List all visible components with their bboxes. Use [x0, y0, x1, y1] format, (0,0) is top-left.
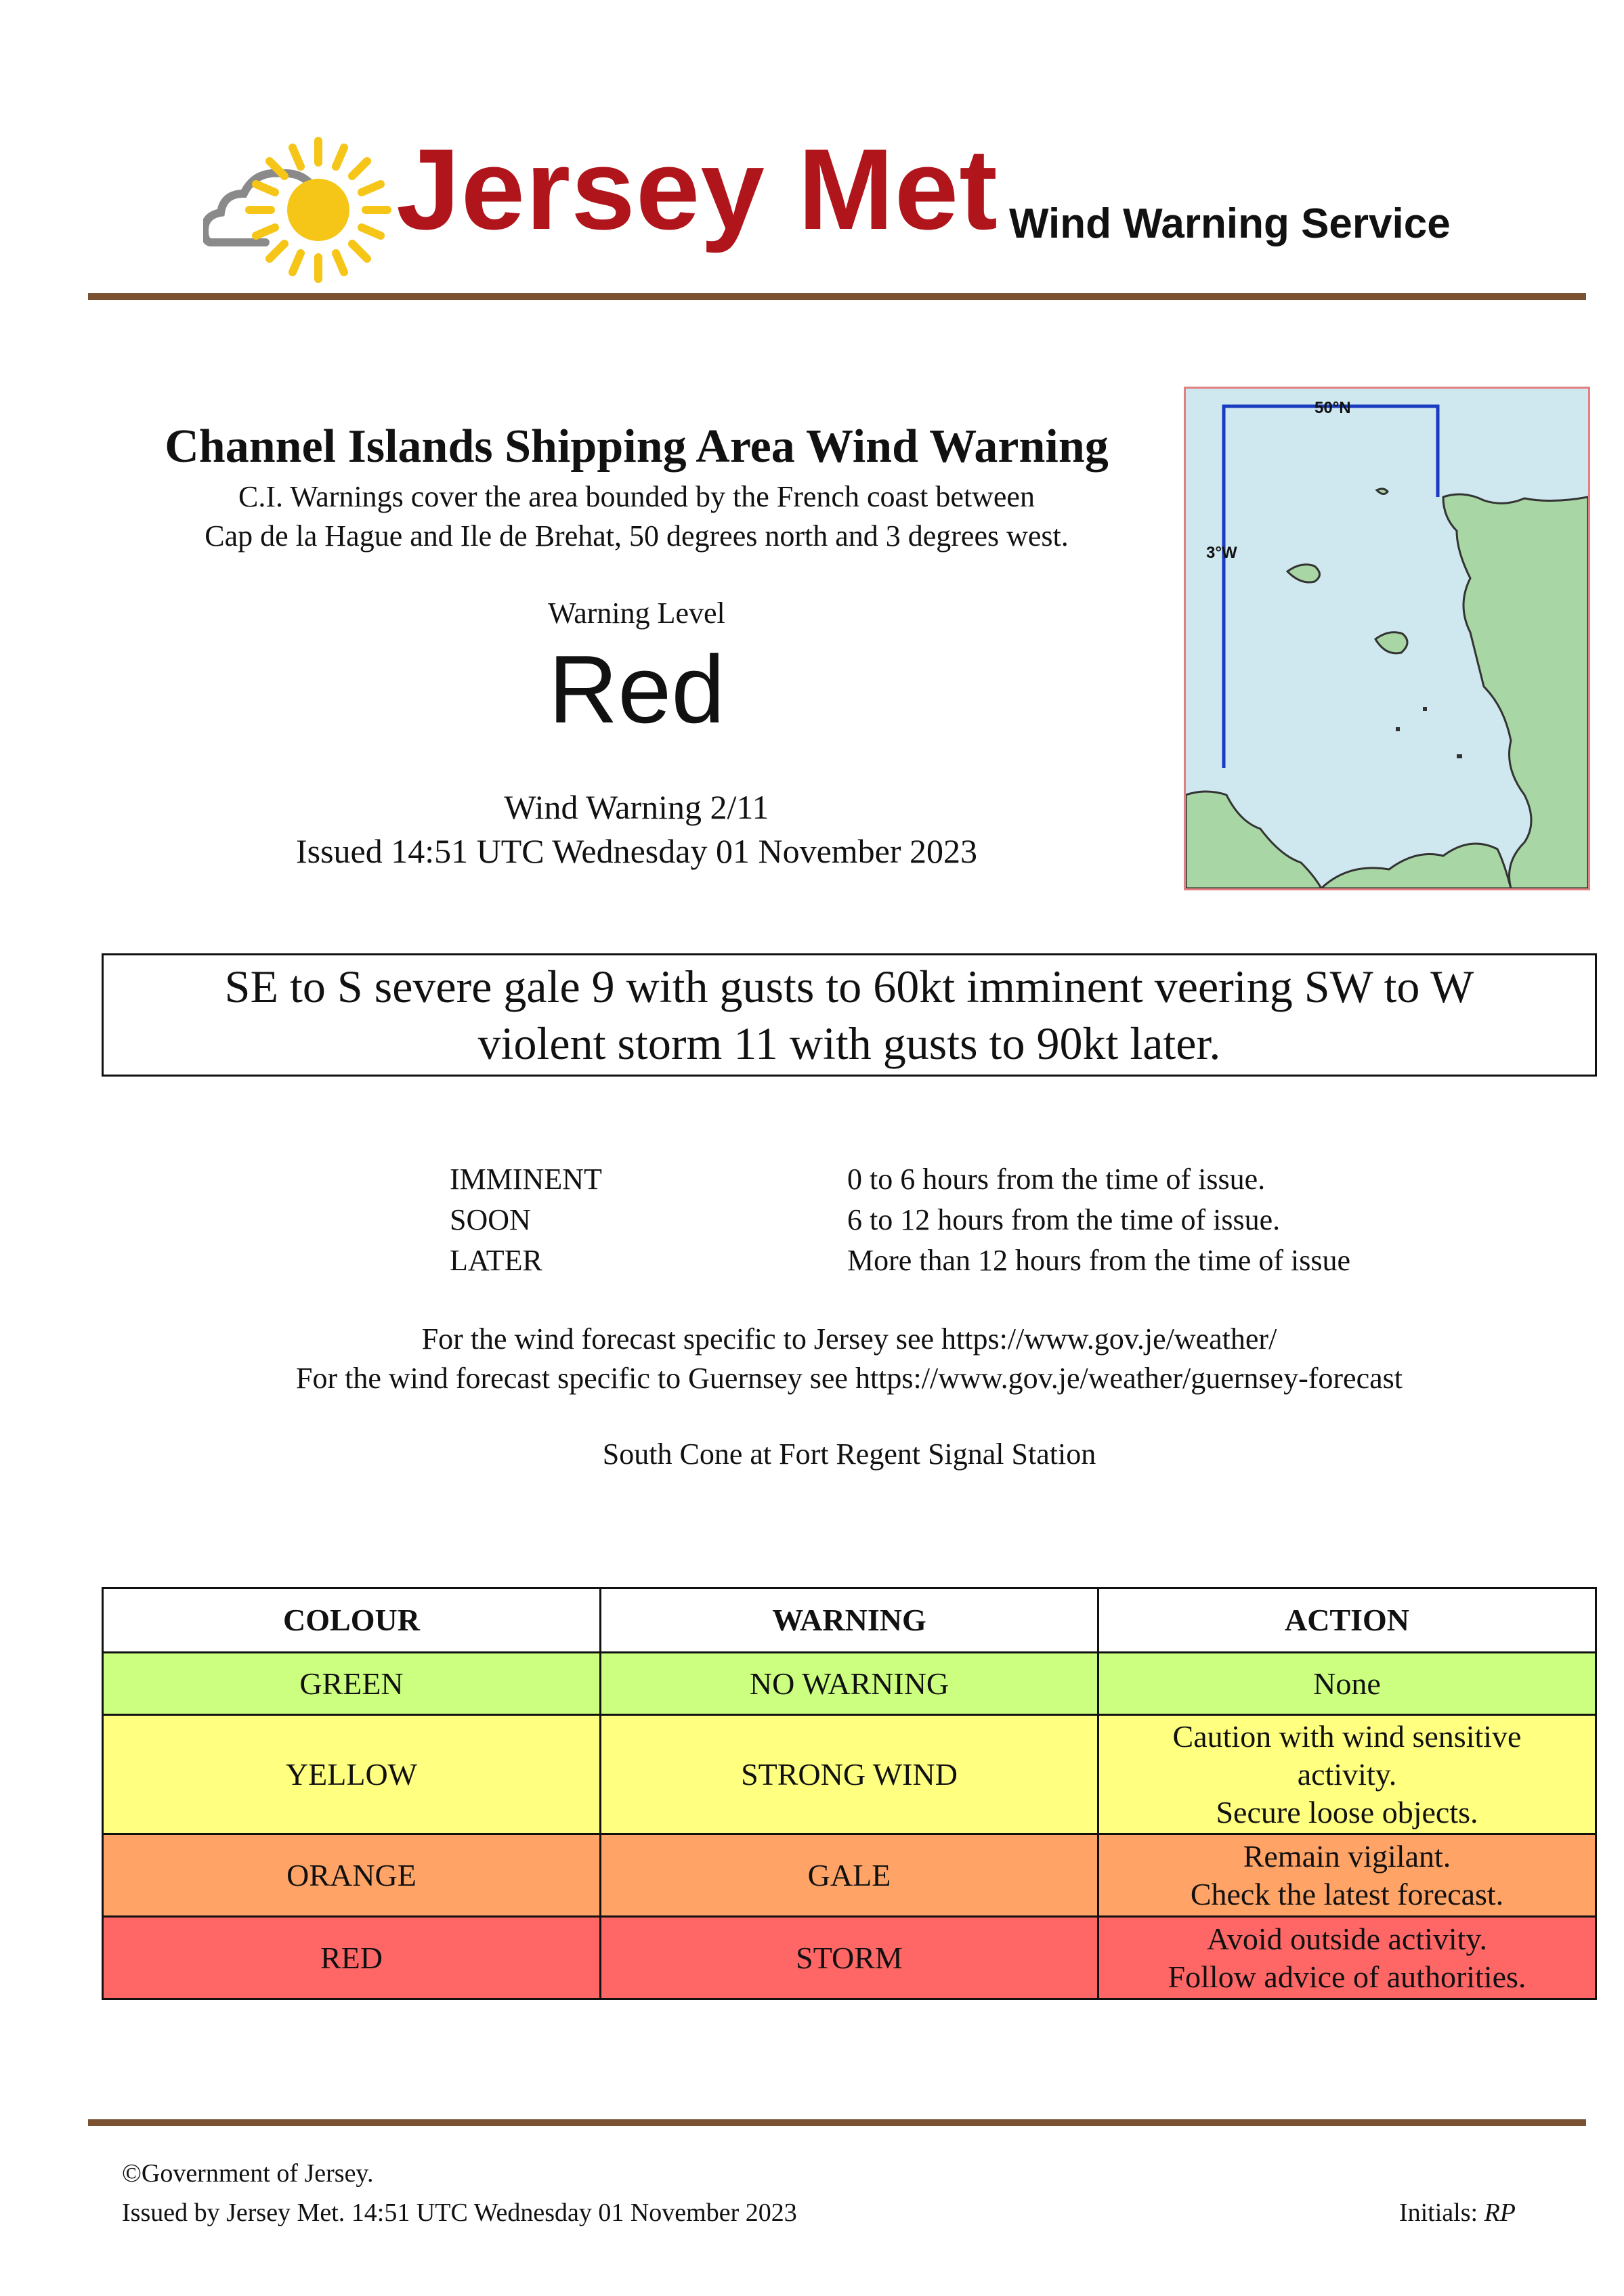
headline-line-2: violent storm 11 with gusts to 90kt later. [477, 1018, 1221, 1069]
table-cell-warning: GALE [601, 1834, 1098, 1917]
table-cell-action [1098, 1653, 1596, 1715]
headline-line-1: SE to S severe gale 9 with gusts to 60kt imminent veering SW to W [224, 961, 1474, 1012]
map-graphic [1186, 389, 1588, 888]
table-row [103, 1653, 1596, 1715]
action-line: Remain vigilant. [1243, 1838, 1451, 1873]
table-row [103, 1834, 1596, 1917]
action-line: Caution with wind sensitive [1172, 1718, 1522, 1754]
initials-label: Initials: [1398, 2198, 1484, 2227]
definition-term: LATER [450, 1244, 542, 1277]
table-header: WARNING [601, 1588, 1098, 1653]
table-cell-action [1098, 1715, 1596, 1834]
table-cell-colour: GREEN [103, 1653, 601, 1715]
header-divider [88, 293, 1586, 300]
copyright: ©Government of Jersey. [122, 2159, 374, 2188]
service-title: Wind Warning Service [1009, 200, 1451, 247]
jersey-forecast-link: For the wind forecast specific to Jersey see https://www.gov.je/weather/ [421, 1322, 1277, 1356]
issued-by: Issued by Jersey Met. 14:51 UTC Wednesday 01 November 2023 [122, 2198, 797, 2227]
issued-time: Issued 14:51 UTC Wednesday 01 November 2023 [295, 832, 977, 870]
coverage-line-2: Cap de la Hague and Ile de Brehat, 50 degrees north and 3 degrees west. [205, 519, 1069, 553]
definition-desc: 6 to 12 hours from the time of issue. [847, 1203, 1281, 1236]
table-cell-warning: NO WARNING [601, 1653, 1098, 1715]
definition-term: IMMINENT [450, 1163, 602, 1196]
table-row [103, 1917, 1596, 1999]
warning-number: Wind Warning 2/11 [504, 788, 769, 826]
shipping-area-map [1184, 387, 1590, 890]
action-line: activity. [1297, 1756, 1397, 1792]
table-row [103, 1715, 1596, 1834]
table-cell-warning: STORM [601, 1917, 1098, 1999]
signal-station-note: South Cone at Fort Regent Signal Station [602, 1437, 1096, 1471]
table-cell-colour: RED [103, 1917, 601, 1999]
guernsey-forecast-link: For the wind forecast specific to Guernsey see https://www.gov.je/weather/guernsey-forecast [296, 1362, 1403, 1395]
initials [1399, 2198, 1516, 2228]
definition-term: SOON [450, 1203, 531, 1236]
footer-divider [88, 2119, 1586, 2126]
page-title: Channel Islands Shipping Area Wind Warning [165, 420, 1109, 473]
map-label-west: 3°W [1206, 544, 1237, 562]
action-line: Secure loose objects. [1216, 1794, 1478, 1829]
table-header: ACTION [1098, 1588, 1596, 1653]
table-header: COLOUR [103, 1588, 601, 1653]
table-cell-colour: YELLOW [103, 1715, 601, 1834]
warning-level-label: Warning Level [548, 597, 725, 630]
action-line: Follow advice of authorities. [1168, 1959, 1526, 1994]
warning-level-value: Red [548, 636, 725, 743]
logo-text: Jersey Met [396, 125, 998, 254]
action-line: Avoid outside activity. [1207, 1921, 1487, 1956]
action-line: Check the latest forecast. [1190, 1876, 1504, 1911]
initials-value: RP [1484, 2198, 1516, 2227]
map-label-north: 50°N [1315, 399, 1351, 417]
table-cell-action [1098, 1834, 1596, 1917]
definition-desc: More than 12 hours from the time of issue [847, 1244, 1350, 1277]
warning-colour-table [102, 1587, 1597, 2000]
warning-headline [102, 953, 1597, 1077]
table-cell-colour: ORANGE [103, 1834, 601, 1917]
table-cell-warning: STRONG WIND [601, 1715, 1098, 1834]
table-cell-action [1098, 1917, 1596, 1999]
coverage-line-1: C.I. Warnings cover the area bounded by the French coast between [238, 480, 1035, 513]
action-line: None [1313, 1666, 1381, 1701]
definition-desc: 0 to 6 hours from the time of issue. [847, 1163, 1266, 1196]
